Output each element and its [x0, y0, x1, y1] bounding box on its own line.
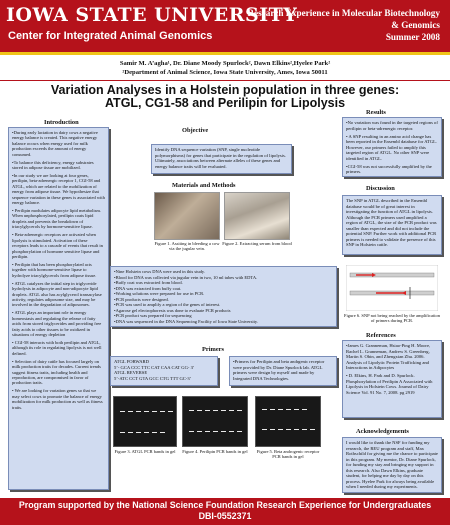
introduction-box [8, 127, 109, 490]
methods-item: •Nine Holstein cows DNA were used in this study. [114, 269, 205, 274]
intro-paragraph: • CGI-58 interacts with both perilipin and ATGL, although its role in regulating lipolysis is not well defined. [12, 339, 102, 356]
divider [0, 80, 450, 81]
gel-image-perilipin [182, 396, 248, 447]
methods-item: •DNA was sequenced in the DNA Sequencing Facility of Iowa State University. [114, 318, 259, 324]
primer-line: ATGL REVERSE [114, 370, 148, 376]
intro-paragraph: •To balance this deficiency, energy substrates stored in adipose tissue are mobilized. [12, 159, 94, 171]
gold-divider [0, 52, 450, 55]
primer-line: 5’-ATC CCT GTA GCC CTG TTT GC-3’ [114, 375, 192, 381]
intro-paragraph: •In our study we are looking at four genes, perilipin, beta-adrenergic receptor 1, CGI-58 and ATGL, which are related to the mobilization of energy from adipose tissue. We hypothesize that sequence variation in these genes is associated with energy balance. [12, 173, 105, 206]
snp-diagram [346, 265, 438, 311]
intro-paragraph: •During early lactation in dairy cows a negative energy balance is created. This negative energy balance occurs when energy used for milk production exceeds the amount of energy consumed. [12, 130, 98, 157]
acknowledgements-heading: Acknowledgements [356, 428, 409, 435]
primers-heading: Primers [202, 346, 224, 353]
methods-item: •Working solutions were prepared for use in PCR. [114, 291, 205, 296]
primers-source-text: •Primers for Perilipin and beta andrgenic receptor were provided by Dr. Diane Spurlock lab. ATGL primers were design by myself and made by Integrated DNA Technologies. [233, 359, 325, 381]
footer-line1: Program supported by the National Science Foundation Research Experience for Undergraduates [18, 500, 432, 510]
results-box [342, 117, 442, 177]
acknowledgements-text: I would like to thank the NSF for funding my research, the REU program and staff, Max Rothschild for giving me the chance to participate in this program. My mentor, Dr. Diane Spurlock, for funding my stay and bringing my support in this research. Also Dawn Elkins, graduate student, for helping me day by day on this process. Hyelee Park for always being available when I needed during my experiments. [346, 440, 438, 489]
methods-item: •PCR product was prepared for sequencing [114, 313, 192, 318]
acknowledgements-box [342, 437, 442, 493]
program-title [240, 7, 440, 43]
methods-item: •PCR products were designed. [114, 296, 169, 302]
primers-source-box [229, 356, 337, 386]
intro-paragraph: • ATGL catalyzes the initial step in triglyceride hydrolysis in adipocyte and non-adipocyte lipid droplets. ATGL also has acylglycerol transacylase activity, regulates adiposome size, and may be involved in the degradation of adiposomes. [12, 280, 102, 308]
discussion-box [342, 195, 442, 255]
authors-block [0, 59, 450, 77]
methods-item: •DNA was extracted from buffy coat. [114, 285, 182, 291]
gel-image-atgl [113, 396, 177, 447]
introduction-heading: Introduction [44, 119, 79, 126]
materials-heading: Materials and Methods [172, 182, 236, 189]
footer-text [0, 500, 450, 522]
footer-line2: DBI-0552371 [198, 511, 252, 521]
results-paragraph: • A SNP resulting in an amino acid change has been reported in the Ensembl database for ATGL. However, our primers failed to amplify this targeted region of ATGL. No other SNP were identified in ATGL. [346, 133, 438, 161]
methods-item: •Blood for DNA was collected via jugular vein in two, 10 ml tubes with EDTA. [114, 274, 258, 280]
primer-line: 5’- GCA CCC TTC CAT CAA CAT GG- 3’ [114, 364, 195, 370]
author-names: Samir M. A’agha¹, Dr. Diane Moody Spurlock², Dawn Elkins²,Hyelee Park² [119, 60, 331, 67]
reference-item: • D. Elkins, H. Park and D. Spurlock. Phosphorylation of Perilipin A Associated with Lipolysis in Holstein Cows. Journal of Dairy Science Vol. 91 No. 7, 2008. pg 2919 [346, 373, 433, 395]
discussion-heading: Discussion [366, 185, 395, 192]
center-name: Center for Integrated Animal Genomics [8, 30, 213, 42]
figure2-caption: Figure 2. Extracting serum from blood [222, 241, 292, 246]
intro-paragraph: • We are looking for variation genes so that we may select cows to promote the balance of energy mobilization for milk production as well as fitness traits. [12, 388, 103, 410]
figure1-caption: Figure 1. Assiting in bleeding a cow via the jugular vein. [154, 241, 220, 252]
gel2-caption: Figure 4. Perilipin PCR bands in gel [182, 449, 248, 454]
program-title-line2: Summer 2008 [385, 32, 440, 42]
results-paragraph: •CGI-58 was not successfully amplified by the primers. [346, 163, 432, 175]
figure2-photo [224, 192, 290, 240]
discussion-text: The SNP in ATGL described in the Ensembl database would be of great interest in investigating the function of ATGL in lipolysis. Although the PCR primers used amplified a region of ATGL, the size of the PCR product was smaller than expected and did not include the potential SNP. Further work with additional PCR primers is needed to validate the presence of this SNP in Holstein cattle. [346, 198, 437, 247]
reference-item: •James G. Granneman, Hsiao-Ping H. Moore, Rachel L. Granneman, Andrew S. Greenberg, Martin S. Obin, and Zhengxian Zhu. 2006. Analysis of Lipolytic Protein Trafficking and Interactions in Adipocytes [346, 343, 431, 370]
objective-box [151, 144, 292, 174]
intro-paragraph: • ATGL plays an important role in energy homeostasis and regulating the release of fatty acids from stored triglycerides and providing free fatty acids to other tissues to be oxidized in situations of energy depletion [12, 310, 102, 337]
intro-paragraph: • Perilipin that has been phosphorylated acts together with hormone-sensitive lipase to hydrolyze triacylglycerols from adipose tissue. [12, 261, 97, 278]
references-box [342, 340, 442, 418]
intro-paragraph: • Beta-adrenergic receptors are activated when lipolysis is stimulated. Activation of these receptors leads to a cascade of events that result in phosphorylation of hormone sensitive lipase and perilipin. [12, 232, 103, 259]
gel1-caption: Figure 3. ATGL PCR bands in gel [114, 449, 176, 454]
gel-image-beta-receptor [255, 396, 321, 447]
objective-text: Identify DNA sequence variation (SNP, single nucleotide polymorphisms) for genes that participate in the regulation of lipolysis. Ultimately, associations between alternate alleles of these genes and energy balance traits will be evaluated. [155, 147, 286, 169]
results-paragraph: •No variation was found in the targeted regions of perilipin or beta-adrenergic receptor. [346, 120, 438, 131]
methods-box [110, 266, 337, 327]
methods-item: •Agarose gel electrophoresis was done to evaluate PCR products [114, 307, 231, 313]
gel3-caption: Figure 5. Beta androgenic receptor PCR bands in gel [256, 449, 320, 460]
poster-title-line1: Variation Analyses in a Holstein population in three genes: [50, 83, 400, 97]
program-title-line1: Research Experience in Molecular Biotechnology & Genomics [247, 8, 440, 30]
references-heading: References [366, 332, 396, 339]
primers-sequence-box [110, 356, 218, 386]
figure1-photo [154, 192, 220, 240]
primer-line: ATGL FORWARD [114, 359, 149, 364]
university-brand: IOWA STATE UNIVERSITY [6, 4, 298, 26]
author-affiliation: ²Department of Animal Science, Iowa State University, Ames, Iowa 50011 [122, 69, 328, 76]
intro-paragraph: • Perilipin modulates adipocyte lipid metabolism. When unphosphorylated, perilipin coats lipid droplets and prevents the breakdown of triacylglycerols by hormone-sensitive lipase. [12, 208, 102, 230]
poster-title [0, 84, 450, 110]
results-heading: Results [366, 109, 386, 116]
figure6-caption: Figure 6. SNP not being reached by the amplification of primers during PCR. [344, 313, 440, 324]
poster-title-line2: ATGL, CG1-58 and Perilipin for Lipolysis [104, 96, 346, 110]
intro-paragraph: • Selection of dairy cattle has focused largely on milk production traits for decades. Current trends suggest fitness traits, including health and reproduction, are compromised in favor of production traits. [12, 358, 101, 386]
methods-item: •PCR was used to amplify a region of the genes of interest. [114, 302, 221, 307]
methods-item: •Buffy coat was extracted from blood. [114, 280, 183, 285]
objective-heading: Objective [182, 127, 209, 134]
